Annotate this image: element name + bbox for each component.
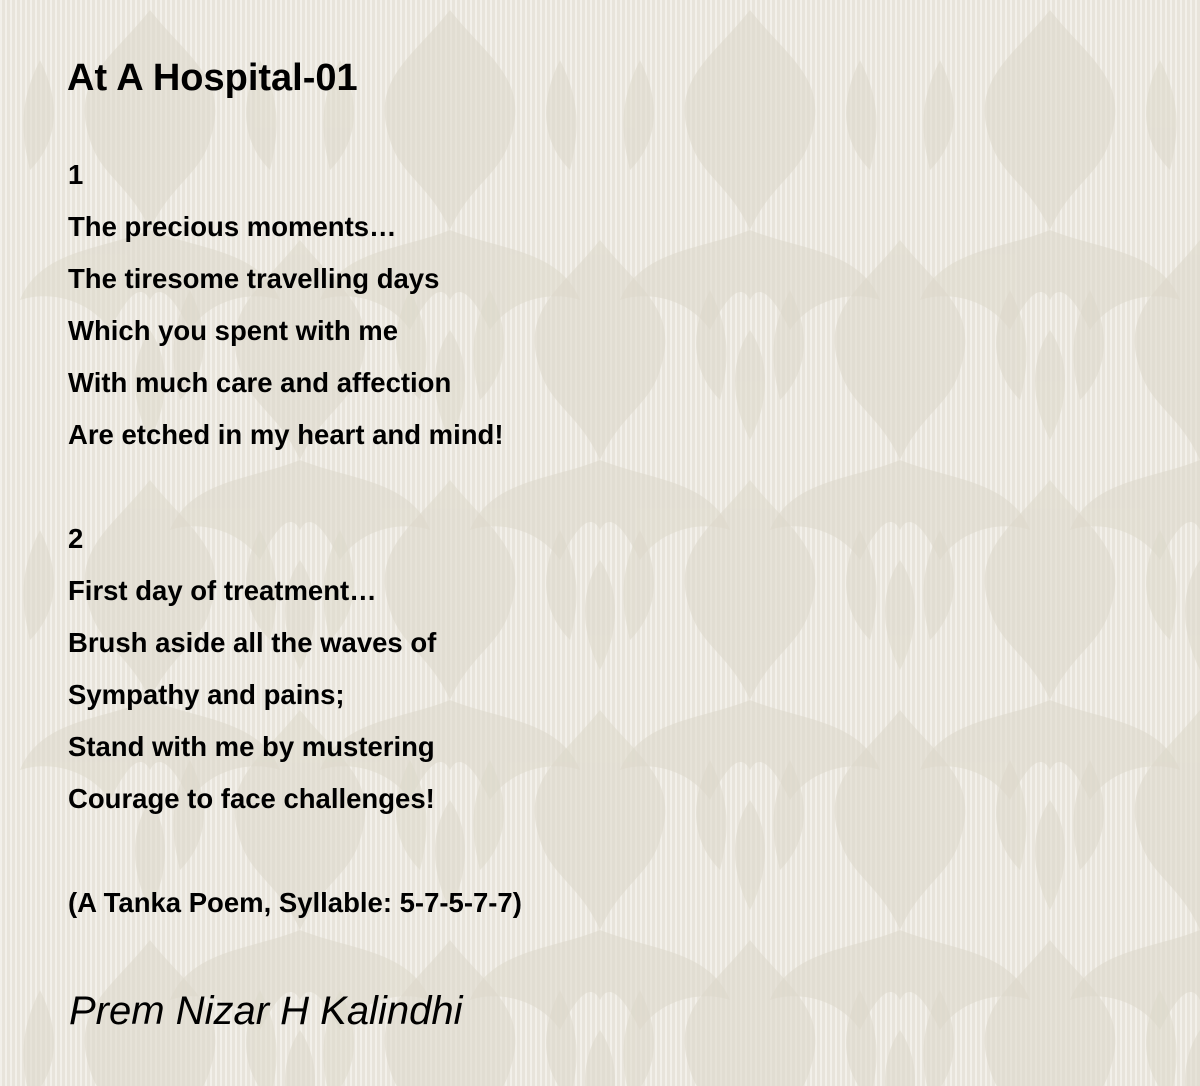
stanza-2-number: 2 [68, 523, 84, 554]
stanza-1-line-3: Which you spent with me [68, 315, 399, 346]
poem-author: Prem Nizar H Kalindhi [69, 989, 463, 1033]
stanza-1-line-1: The precious moments… [68, 211, 397, 242]
stanza-2-line-1: First day of treatment… [68, 575, 377, 606]
stanza-1-line-4: With much care and affection [68, 367, 452, 398]
stanza-2-line-4: Stand with me by mustering [68, 731, 435, 762]
stanza-2-line-3: Sympathy and pains; [68, 679, 345, 710]
stanza-1-line-2: The tiresome travelling days [68, 263, 440, 294]
stanza-1-number: 1 [68, 159, 84, 190]
stanza-2-line-5: Courage to face challenges! [68, 783, 435, 814]
stanza-1-line-5: Are etched in my heart and mind! [68, 419, 504, 450]
poem-title: At A Hospital-01 [67, 57, 358, 99]
poem-form-note: (A Tanka Poem, Syllable: 5-7-5-7-7) [68, 887, 522, 918]
stanza-2-line-2: Brush aside all the waves of [68, 627, 437, 658]
